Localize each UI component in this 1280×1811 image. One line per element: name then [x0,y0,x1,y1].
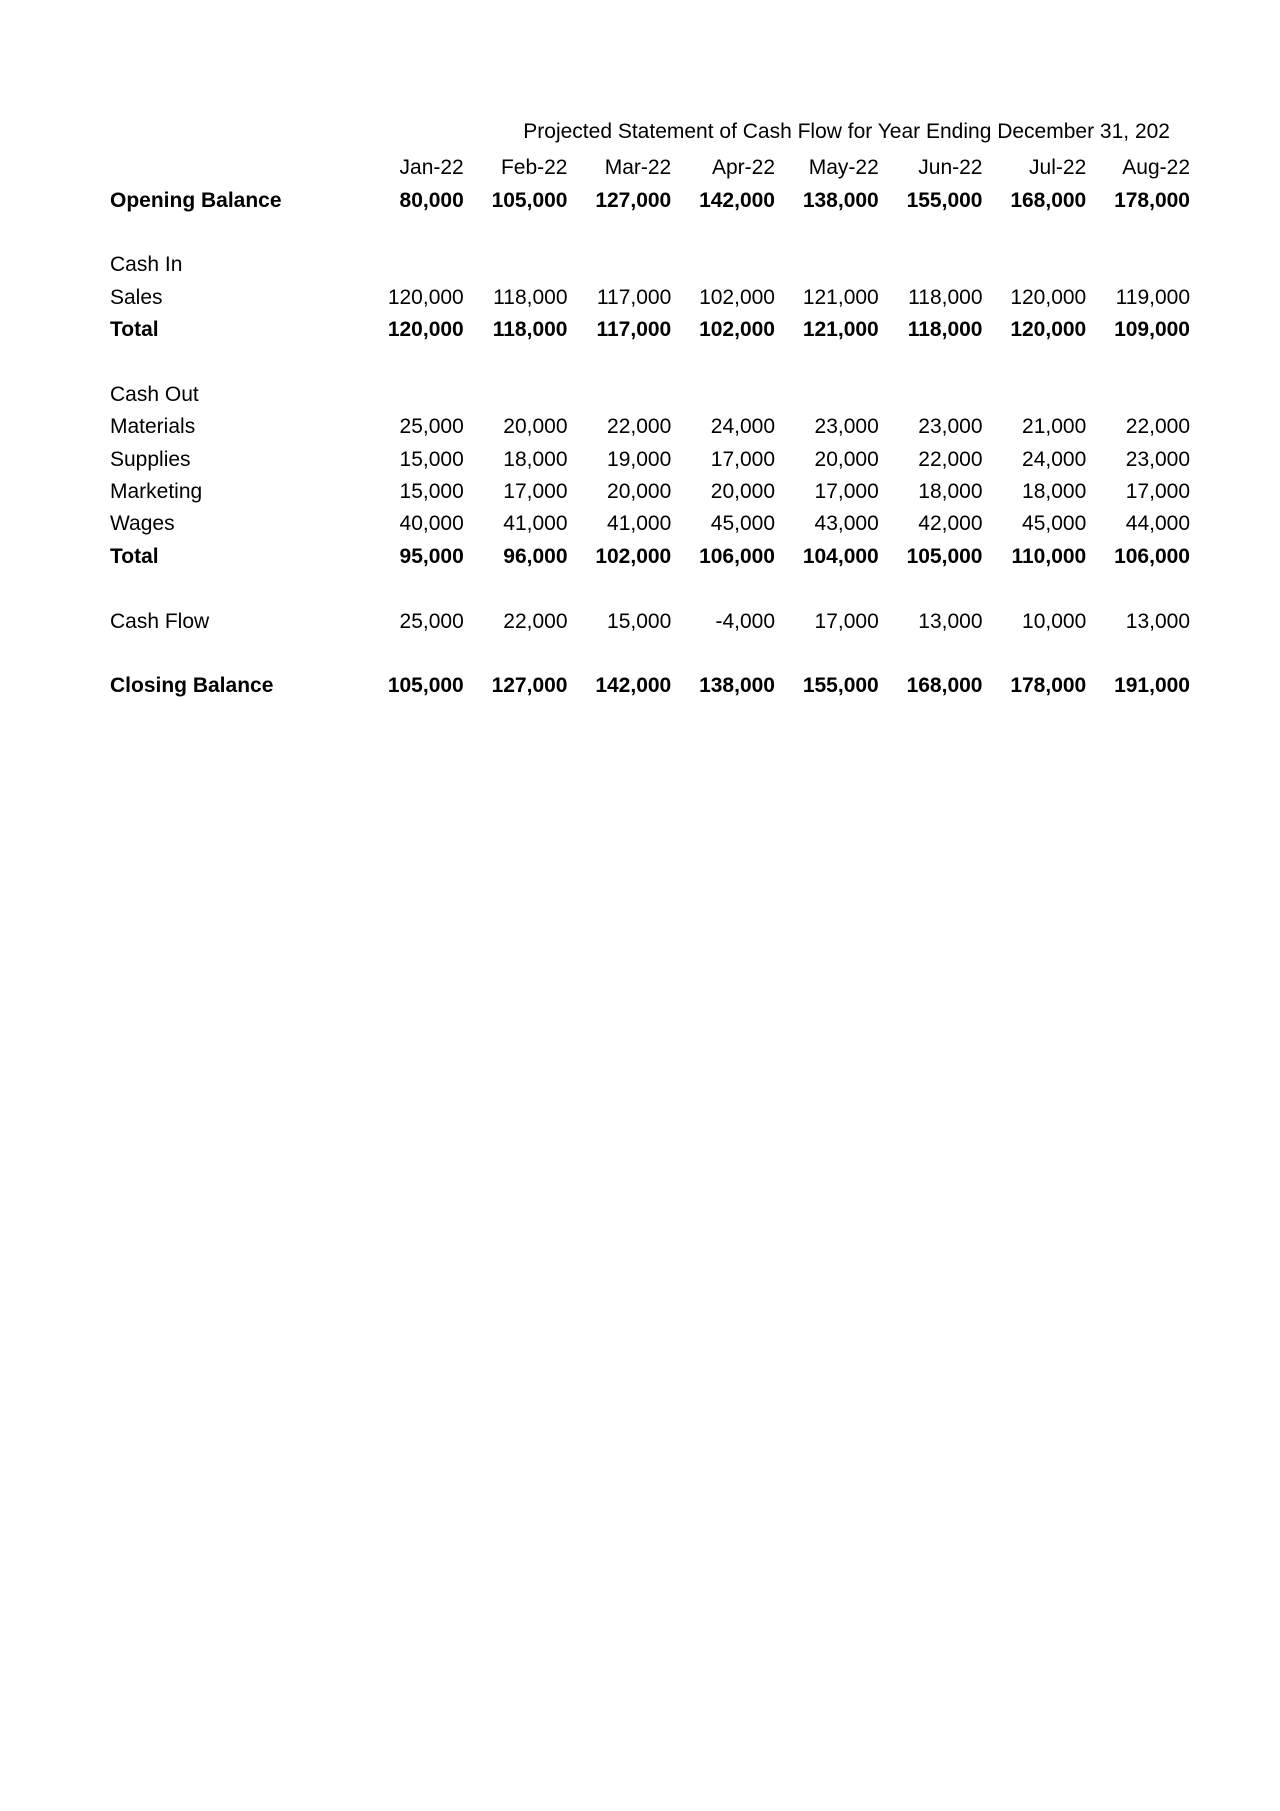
table-cell: 22,000 [918,447,983,471]
table-cell: 109,000 [1114,318,1190,342]
row-label: Wages [110,512,175,536]
spacer-row [110,346,1190,378]
row-label: Opening Balance [110,188,282,212]
table-cell: 120,000 [387,285,464,309]
table-cell: 120,000 [1010,285,1087,309]
closing-balance-row [110,670,1190,702]
table-cell: 18,000 [503,447,568,471]
table-cell: 17,000 [814,480,879,504]
table-cell: 17,000 [503,480,568,504]
table-cell: 45,000 [710,512,775,536]
table-cell: 106,000 [699,544,775,568]
cash-out-total-row [110,541,1190,573]
table-cell: 120,000 [1010,318,1087,342]
table-cell: 13,000 [918,609,983,633]
month-header: Aug-22 [1122,156,1190,180]
month-header: Mar-22 [604,156,672,180]
cash-flow-table [110,152,1190,703]
table-cell: 117,000 [596,285,672,309]
marketing-row [110,476,1190,508]
row-label: Total [110,544,159,568]
wages-row [110,508,1190,540]
cash-flow-row [110,605,1190,637]
table-cell: 105,000 [906,544,983,568]
month-header: Feb-22 [500,156,568,180]
table-cell: 155,000 [802,674,879,698]
table-cell: -4,000 [715,609,775,633]
month-header: May-22 [808,156,879,180]
table-cell: 20,000 [503,415,568,439]
table-cell: 138,000 [699,674,775,698]
sales-row [110,282,1190,314]
table-cell: 40,000 [399,512,464,536]
table-cell: 22,000 [607,415,672,439]
table-cell: 15,000 [399,447,464,471]
month-header: Jul-22 [1029,156,1087,180]
table-cell: 127,000 [491,674,568,698]
table-cell: 178,000 [1010,674,1087,698]
table-cell: 20,000 [710,480,775,504]
table-cell: 23,000 [918,415,983,439]
table-cell: 104,000 [802,544,879,568]
table-cell: 21,000 [1022,415,1087,439]
table-cell: 17,000 [710,447,775,471]
table-cell: 41,000 [503,512,568,536]
table-cell: 105,000 [491,188,568,212]
table-cell: 102,000 [699,318,775,342]
spacer-row [110,217,1190,249]
row-label: Cash Flow [110,609,210,633]
section-heading: Cash In [110,253,183,277]
table-cell: 20,000 [607,480,672,504]
table-cell: 96,000 [503,544,568,568]
table-cell: 25,000 [399,609,464,633]
table-cell: 118,000 [493,285,568,309]
table-cell: 168,000 [906,674,983,698]
table-cell: 118,000 [908,285,983,309]
table-cell: 20,000 [814,447,879,471]
table-cell: 119,000 [1115,285,1190,309]
table-cell: 13,000 [1125,609,1190,633]
cash-out-heading-row [110,379,1190,411]
table-cell: 18,000 [918,480,983,504]
table-cell: 23,000 [1125,447,1190,471]
table-cell: 15,000 [399,480,464,504]
table-cell: 80,000 [399,188,464,212]
table-cell: 168,000 [1010,188,1087,212]
spacer-row [110,573,1190,605]
table-cell: 10,000 [1022,609,1087,633]
table-cell: 106,000 [1114,544,1190,568]
table-cell: 19,000 [607,447,672,471]
month-header: Jan-22 [399,156,464,180]
table-cell: 41,000 [607,512,672,536]
table-cell: 121,000 [802,318,879,342]
table-cell: 24,000 [710,415,775,439]
table-cell: 24,000 [1022,447,1087,471]
row-label: Marketing [110,480,203,504]
table-cell: 17,000 [814,609,879,633]
table-cell: 15,000 [607,609,672,633]
row-label: Supplies [110,447,191,471]
table-cell: 105,000 [387,674,464,698]
table-cell: 118,000 [907,318,983,342]
table-cell: 117,000 [596,318,672,342]
row-label: Materials [110,415,196,439]
table-cell: 121,000 [802,285,879,309]
spacer-row [110,638,1190,670]
month-header: Apr-22 [711,156,775,180]
table-cell: 102,000 [595,544,672,568]
opening-balance-row [110,184,1190,216]
table-cell: 102,000 [699,285,775,309]
table-cell: 142,000 [595,674,672,698]
table-cell: 142,000 [699,188,775,212]
table-cell: 178,000 [1114,188,1190,212]
table-cell: 43,000 [814,512,879,536]
cash-in-total-row [110,314,1190,346]
table-cell: 155,000 [906,188,983,212]
table-cell: 18,000 [1022,480,1087,504]
row-label: Total [110,318,159,342]
cash-in-heading-row [110,249,1190,281]
table-cell: 22,000 [1125,415,1190,439]
materials-row [110,411,1190,443]
table-cell: 42,000 [918,512,983,536]
table-cell: 95,000 [399,544,464,568]
section-heading: Cash Out [110,382,199,406]
table-cell: 44,000 [1125,512,1190,536]
table-cell: 127,000 [595,188,672,212]
statement-title: Projected Statement of Cash Flow for Year Ending December 31, 202 [523,120,1170,143]
table-cell: 23,000 [814,415,879,439]
header-blank-cell [110,152,360,184]
table-cell: 191,000 [1114,674,1190,698]
table-cell: 17,000 [1125,480,1190,504]
table-cell: 25,000 [399,415,464,439]
table-cell: 45,000 [1022,512,1087,536]
month-header: Jun-22 [918,156,983,180]
table-cell: 22,000 [503,609,568,633]
row-label: Sales [110,285,163,309]
table-cell: 110,000 [1011,544,1087,568]
table-cell: 120,000 [387,318,464,342]
supplies-row [110,444,1190,476]
table-cell: 118,000 [492,318,568,342]
table-cell: 138,000 [802,188,879,212]
row-label: Closing Balance [110,674,274,698]
month-header-row [110,152,1190,184]
